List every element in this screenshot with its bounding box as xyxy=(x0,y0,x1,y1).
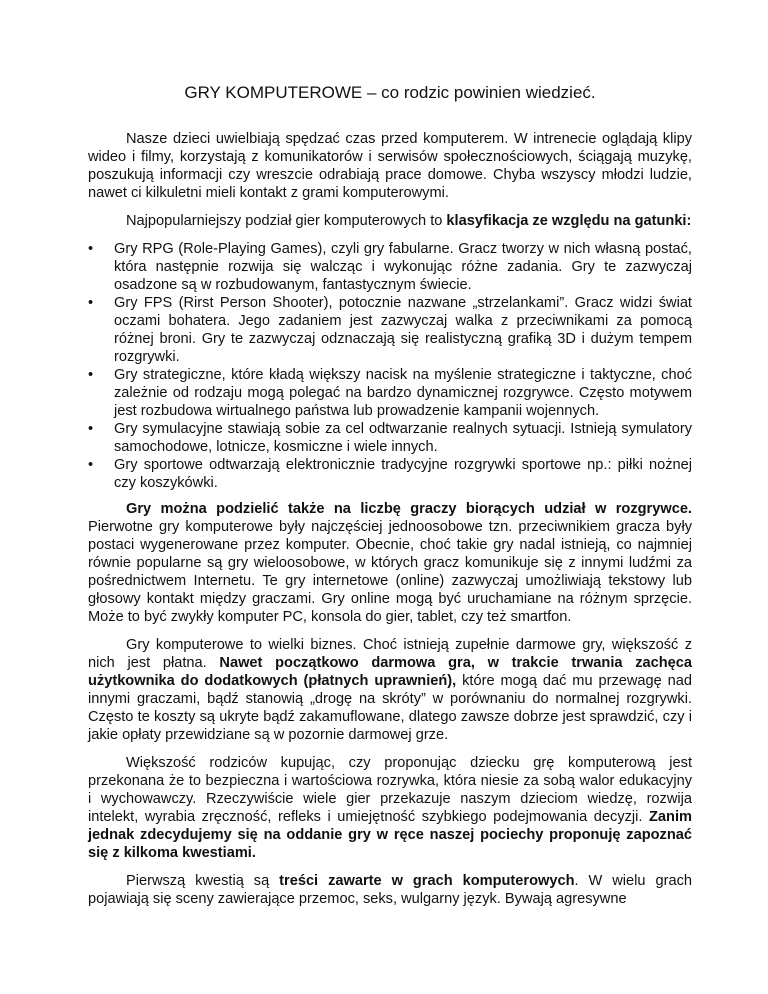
content-bold: treści zawarte w grach komputerowych xyxy=(279,873,575,889)
business-bold: Nawet początkowo darmowa gra, w trakcie trwania zachęca użytkownika do dodatkowych (płatnych uprawnień), xyxy=(88,655,692,689)
list-item xyxy=(88,240,692,294)
document-title: GRY KOMPUTEROWE – co rodzic powinien wiedzieć. xyxy=(184,83,596,102)
content-text-2: . W wielu grach pojawiają się sceny zawierające przemoc, seks, wulgarny język. Bywają agresywne xyxy=(88,873,692,907)
content-text-1: Pierwszą kwestią są xyxy=(126,873,280,889)
list-item-text: Gry RPG (Role-Playing Games), czyli gry fabularne. Gracz tworzy w nich własną postać, która następnie rozwija się walcząc i wykonując różne zadania. Gry te zazwyczaj osadzone są w rozbudowanym, fantastycznym świecie. xyxy=(114,241,692,293)
list-item-text: Gry strategiczne, które kładą większy nacisk na myślenie strategiczne i taktyczne, choć zależnie od rodzaju mogą polegać na bardzo dynamicznej rozgrywce. Często motywem jest rozbudowa wirtualnego państwa lub prowadzenie kampanii wojennych. xyxy=(114,367,692,419)
bullet-icon: • xyxy=(88,241,94,257)
players-text: Pierwotne gry komputerowe były najczęściej jednoosobowe tzn. przeciwnikiem gracza były postaci wygenerowane przez komputer. Obecnie, choć takie gry nadal istnieją, co najmniej równie popularne są gry wieloosobowe, w których gracz komunikuje się z innymi ludźmi za pośrednictwem Internetu. Te gry internetowe (online) zazwyczaj umożliwiają tekstowy lub głosowy kontakt między graczami. Gry online mogą być uruchamiane na różnym sprzęcie. Może to być zwykły komputer PC, konsola do gier, tablet, czy też smartfon. xyxy=(88,519,692,625)
classification-text: Najpopularniejszy podział gier komputerowych to xyxy=(126,213,447,229)
business-paragraph xyxy=(88,636,692,744)
list-item-text: Gry FPS (Rirst Person Shooter), potocznie nazwane „strzelankami”. Gracz widzi świat oczami bohatera. Jego zadaniem jest zazwyczaj walka z przeciwnikami za pomocą różnej broni. Gry te zazwyczaj odznaczają się realistyczną grafiką 3D i dużym tempem rozgrywki. xyxy=(114,295,692,365)
parents-paragraph xyxy=(88,754,692,862)
classification-bold: klasyfikacja ze względu na gatunki: xyxy=(446,213,692,229)
intro-paragraph: Nasze dzieci uwielbiają spędzać czas przed komputerem. W intrenecie oglądają klipy wideo i filmy, korzystają z komunikatorów i serwisów społecznościowych, ściągają muzykę, poszukują informacji czy wreszcie odrabiają prace domowe. Chyba wszyscy młodzi ludzie, nawet ci kilkuletni mieli kontakt z grami komputerowymi. xyxy=(88,131,692,201)
bullet-icon: • xyxy=(88,457,94,473)
list-item xyxy=(88,366,692,420)
classification-paragraph xyxy=(88,212,692,230)
document-page xyxy=(88,82,692,918)
list-item-text: Gry sportowe odtwarzają elektronicznie tradycyjne rozgrywki sportowe np.: piłki nożnej czy koszykówki. xyxy=(114,457,692,491)
players-bold: Gry można podzielić także na liczbę graczy biorących udział w rozgrywce. xyxy=(126,501,692,517)
business-text-1: Gry komputerowe to wielki biznes. Choć istnieją zupełnie darmowe gry, większość z nich jest płatna. xyxy=(88,637,692,671)
list-item xyxy=(88,294,692,366)
list-item xyxy=(88,456,692,492)
list-item xyxy=(88,420,692,456)
parents-text: Większość rodziców kupując, czy proponując dziecku grę komputerową jest przekonana że to bezpieczna i wartościowa rozrywka, która niesie za sobą walor edukacyjny i wychowawczy. Rzeczywiście wiele gier przekazuje naszym dzieciom wiedzę, rozwija intelekt, wyrabia zręczność, refleks i umiejętność szybkiego podejmowania decyzji. xyxy=(88,755,692,825)
list-item-text: Gry symulacyjne stawiają sobie za cel odtwarzanie realnych sytuacji. Istnieją symulatory samochodowe, lotnicze, kosmiczne i wiele innych. xyxy=(114,421,692,455)
content-paragraph xyxy=(88,872,692,908)
business-text-2: które mogą dać mu przewagę nad innymi graczami, bądź stanowią „drogę na skróty” w porównaniu do normalnej rozgrywki. Często te koszty są ukryte bądź zakamuflowane, dlatego zawsze dobrze jest sprawdzić, czy i jakie opłaty przewidziane są w pozornie darmowej grze. xyxy=(88,673,692,743)
bullet-icon: • xyxy=(88,421,94,437)
bullet-icon: • xyxy=(88,367,94,383)
players-paragraph xyxy=(88,500,692,626)
genre-list xyxy=(88,240,692,492)
bullet-icon: • xyxy=(88,295,94,311)
parents-bold: Zanim jednak zdecydujemy się na oddanie gry w ręce naszej pociechy proponuję zapoznać się z kilkoma kwestiami. xyxy=(88,809,692,861)
